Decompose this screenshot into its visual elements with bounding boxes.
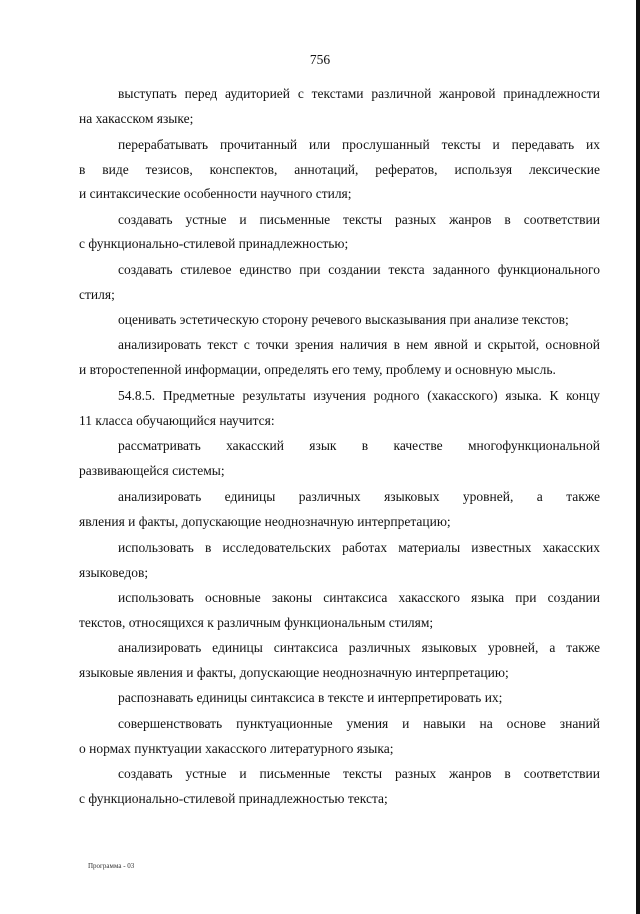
text-line: анализировать текст с точки зрения наличия в нем явной и скрытой, основной [118, 337, 600, 352]
text-line: оценивать эстетическую сторону речевого высказывания при анализе текстов; [118, 312, 569, 327]
text-line: текстов, относящихся к различным функциональным стилям; [79, 615, 434, 630]
text-line: развивающейся системы; [79, 463, 225, 478]
text-line: анализировать единицы синтаксиса различных языковых уровней, а также [118, 640, 600, 655]
text-line: рассматривать хакасский язык в качестве многофункциональной [118, 438, 600, 453]
text-line: явления и факты, допускающие неоднозначную интерпретацию; [79, 514, 451, 529]
text-line: языковедов; [79, 565, 149, 580]
text-line: перерабатывать прочитанный или прослушанный тексты и передавать их [118, 137, 600, 152]
text-line: использовать основные законы синтаксиса хакасского языка при создании [118, 590, 600, 605]
text-line: стиля; [79, 287, 115, 302]
footer-note: Программа - 03 [88, 862, 135, 870]
text-line: создавать устные и письменные тексты разных жанров в соответствии [118, 766, 600, 781]
text-line: языковые явления и факты, допускающие неоднозначную интерпретацию; [79, 665, 509, 680]
text-line: 11 класса обучающийся научится: [79, 413, 275, 428]
text-line: анализировать единицы различных языковых уровней, а также [118, 489, 600, 504]
scan-border [636, 0, 640, 914]
text-line: использовать в исследовательских работах материалы известных хакасских [118, 540, 600, 555]
text-line: 54.8.5. Предметные результаты изучения родного (хакасского) языка. К концу [118, 388, 600, 403]
text-line: с функционально-стилевой принадлежностью текста; [79, 791, 388, 806]
text-line: о нормах пунктуации хакасского литературного языка; [79, 741, 394, 756]
text-line: и второстепенной информации, определять его тему, проблему и основную мысль. [79, 362, 556, 377]
text-line: на хакасском языке; [79, 111, 194, 126]
text-line: в виде тезисов, конспектов, аннотаций, рефератов, используя лексические [79, 162, 600, 177]
text-line: создавать стилевое единство при создании текста заданного функционального [118, 262, 600, 277]
text-line: и синтаксические особенности научного стиля; [79, 186, 352, 201]
text-line: распознавать единицы синтаксиса в тексте и интерпретировать их; [118, 690, 503, 705]
text-line: с функционально-стилевой принадлежностью; [79, 236, 349, 251]
text-line: выступать перед аудиторией с текстами различной жанровой принадлежности [118, 86, 600, 101]
text-line: совершенствовать пунктуационные умения и навыки на основе знаний [118, 716, 600, 731]
page-number: 756 [309, 52, 331, 67]
text-line: создавать устные и письменные тексты разных жанров в соответствии [118, 212, 600, 227]
